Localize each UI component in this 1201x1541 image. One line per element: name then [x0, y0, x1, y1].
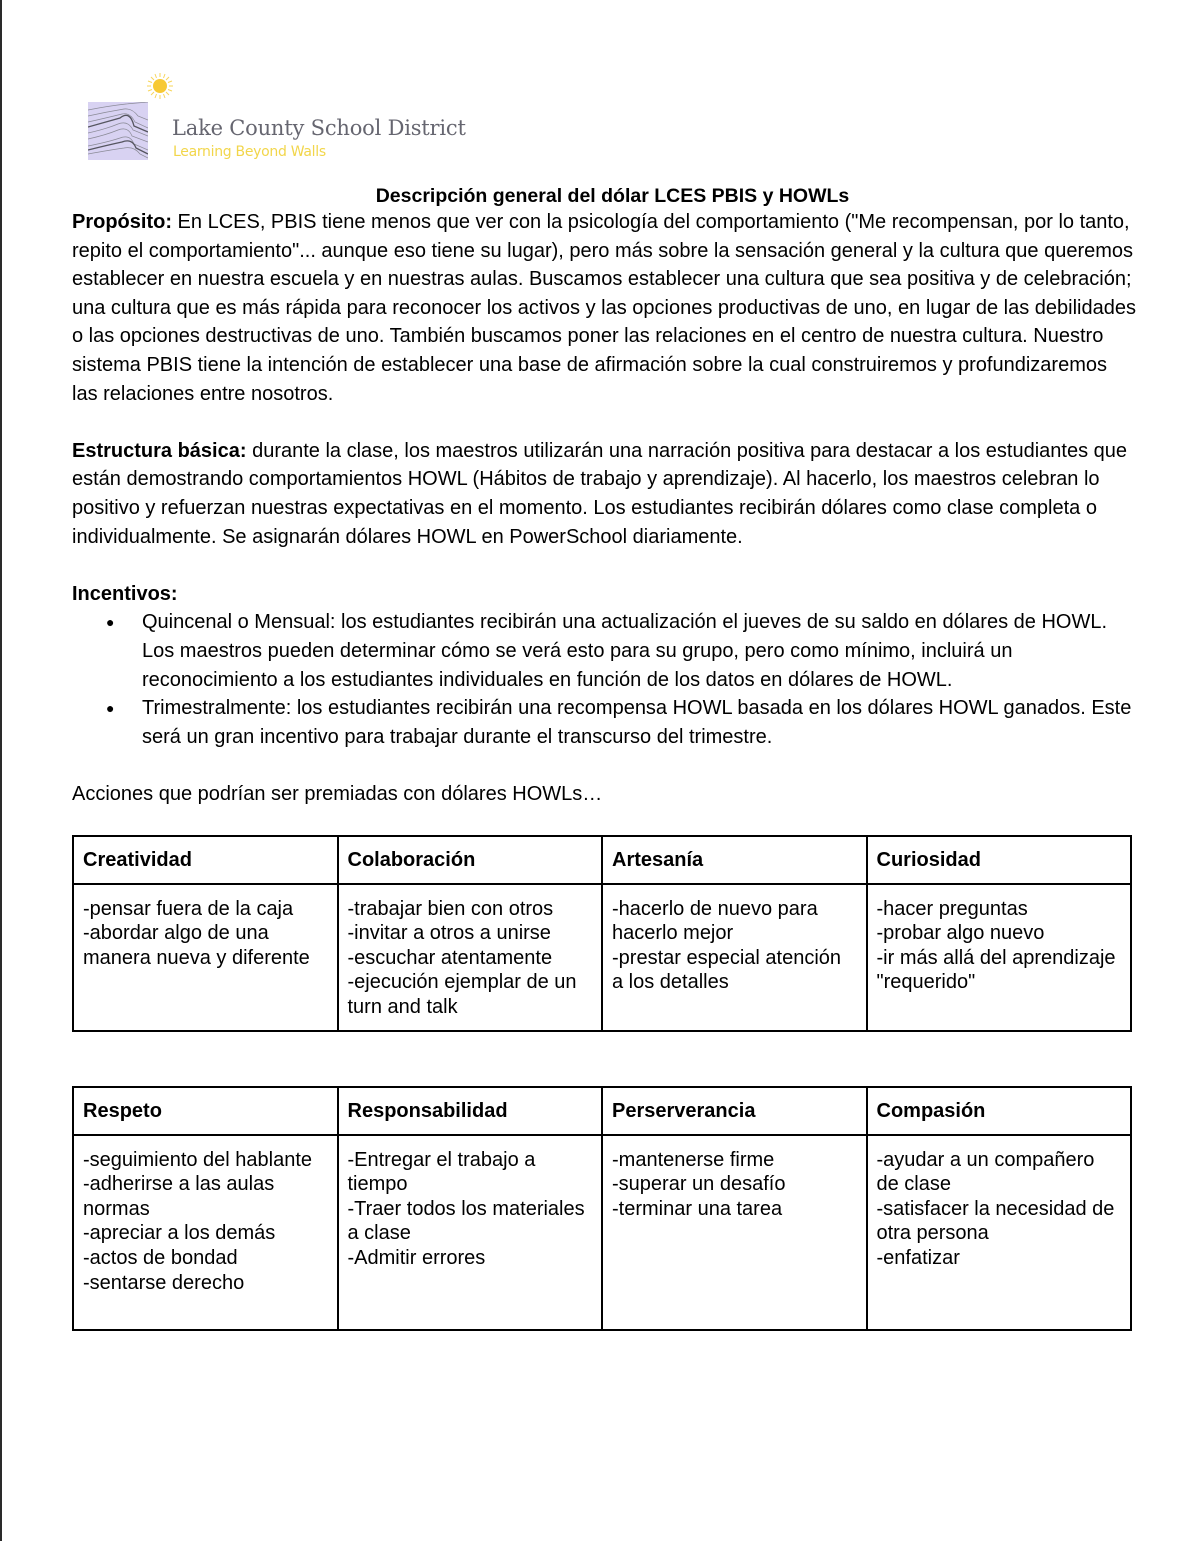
cell-action-item: -superar un desafío [612, 1173, 786, 1196]
purpose-label: Propósito: [72, 211, 172, 233]
table-header-cell: Curiosidad [867, 836, 1132, 884]
table-header-cell: Colaboración [338, 836, 603, 884]
table-header-row [73, 1087, 1131, 1135]
incentive-item: ● Quincenal o Mensual: los estudiantes recibirán una actualización el jueves de su saldo en dólares de HOWL. Los maestros pueden determinar cómo se verá esto para su grupo, pero como mínimo, incluirá un reconocimiento a los estudiantes individuales en función de los datos en dólares de HOWL. [142, 608, 1137, 694]
cell-action-item: -actos de bondad [83, 1246, 238, 1269]
cell-action-item: -ayudar a un compañero de clase [876, 1148, 1095, 1196]
cell-action-item: -hacer preguntas [876, 897, 1028, 920]
cell-action-item: -hacerlo de nuevo para hacerlo mejor [612, 897, 818, 945]
table-row [73, 1135, 1131, 1330]
cell-action-item: -Entregar el trabajo a tiempo [347, 1148, 536, 1196]
table-cell [73, 884, 338, 1031]
howl-table-2 [72, 1086, 1132, 1331]
topographic-map-icon [88, 102, 148, 160]
cell-action-item: -mantenerse firme [612, 1148, 775, 1171]
cell-action-item: -terminar una tarea [612, 1197, 783, 1220]
table-header-cell: Artesanía [602, 836, 867, 884]
document-body [72, 184, 1137, 808]
table-header-cell: Perserverancia [602, 1087, 867, 1135]
table-cell [73, 1135, 338, 1330]
table-header-row [73, 836, 1131, 884]
cell-action-item: -ejecución ejemplar de un turn and talk [347, 971, 577, 1018]
cell-action-item: -invitar a otros a unirse [347, 922, 551, 945]
table-cell [338, 1135, 603, 1330]
incentives-heading: Incentivos: [72, 582, 178, 605]
purpose-text: En LCES, PBIS tiene menos que ver con la psicología del comportamiento ("Me recompensan, por lo tanto, repito el comportamiento"... aunque eso tiene su lugar), pero más sobre la sensación general y la cultura que queremos establecer en nuestra escuela y en nuestras aulas. Buscamos establecer una cultura que sea positiva y de celebración; una cultura que es más rápida para reconocer los activos y las opciones productivas de uno, en lugar de las debilidades o las opciones destructivas de uno. También buscamos poner las relaciones en el centro de nuestra cultura. Nuestro sistema PBIS tiene la intención de establecer una base de afirmación sobre la cual construiremos y profundizaremos las relaciones entre nosotros. [72, 211, 1136, 405]
table-cell [602, 884, 867, 1031]
cell-action-item: -Admitir errores [347, 1246, 486, 1269]
cell-action-item: -pensar fuera de la caja [83, 897, 294, 920]
district-name: Lake County School District [172, 116, 466, 140]
structure-text: durante la clase, los maestros utilizarán una narración positiva para destacar a los estudiantes que están demostrando comportamientos HOWL (Hábitos de trabajo y aprendizaje). Al hacerlo, los maestros celebran lo positivo y refuerzan nuestras expectativas en el momento. Los estudiantes recibirán dólares como clase completa o individualmente. Se asignarán dólares HOWL en PowerSchool diariamente. [72, 439, 1128, 548]
table-cell [338, 884, 603, 1031]
district-tagline: Learning Beyond Walls [173, 144, 326, 160]
cell-action-item: -escuchar atentamente [347, 946, 553, 969]
structure-label: Estructura básica: [72, 439, 247, 462]
cell-action-item: -seguimiento del hablante [83, 1148, 313, 1171]
cell-action-item: -ir más allá del aprendizaje "requerido" [876, 946, 1116, 994]
table-header-cell: Responsabilidad [338, 1087, 603, 1135]
purpose-paragraph [72, 208, 1137, 408]
cell-action-item: -probar algo nuevo [876, 922, 1045, 945]
incentives-list [72, 608, 1137, 751]
cell-action-item: -satisfacer la necesidad de otra persona [876, 1197, 1115, 1245]
page-left-edge [0, 0, 2, 1541]
cell-action-item: -prestar especial atención a los detalles [612, 946, 842, 994]
table-cell [867, 884, 1132, 1031]
table-header-cell: Compasión [867, 1087, 1132, 1135]
cell-action-item: -adherirse a las aulas normas [83, 1173, 275, 1220]
actions-intro: Acciones que podrían ser premiadas con dólares HOWLs… [72, 782, 603, 805]
table-row [73, 884, 1131, 1031]
cell-action-item: -apreciar a los demás [83, 1222, 276, 1245]
cell-action-item: -trabajar bien con otros [347, 897, 554, 920]
structure-paragraph [72, 437, 1137, 551]
table-header-cell: Respeto [73, 1087, 338, 1135]
table-cell [602, 1135, 867, 1330]
incentive-item: ● Trimestralmente: los estudiantes recibirán una recompensa HOWL basada en los dólares HOWL ganados. Este será un gran incentivo para trabajar durante el transcurso del trimestre. [142, 694, 1137, 751]
cell-action-item: -sentarse derecho [83, 1271, 245, 1294]
cell-action-item: -abordar algo de una manera nueva y diferente [83, 922, 310, 969]
district-logo [88, 72, 488, 162]
table-header-cell: Creatividad [73, 836, 338, 884]
cell-action-item: -enfatizar [876, 1246, 960, 1269]
sun-icon [146, 72, 174, 100]
cell-action-item: -Traer todos los materiales a clase [347, 1197, 585, 1245]
howl-table-1 [72, 835, 1132, 1032]
document-title: Descripción general del dólar LCES PBIS y HOWLs [375, 185, 850, 207]
table-cell [867, 1135, 1132, 1330]
